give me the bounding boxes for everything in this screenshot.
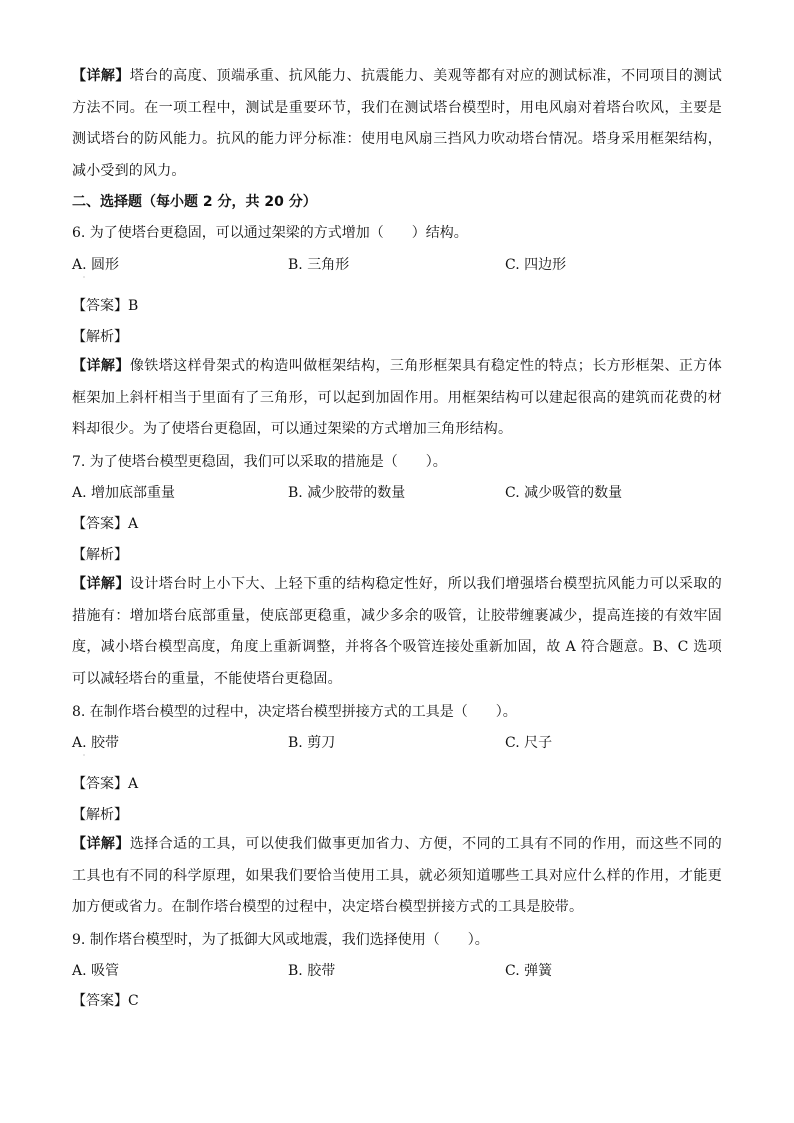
q7-explanation — [72, 569, 722, 695]
stray-mark: ˙ — [82, 276, 86, 285]
q8-option-c: C. 尺子 — [505, 735, 553, 751]
intro-explanation — [72, 61, 722, 187]
q9-option-c: C. 弹簧 — [505, 963, 553, 979]
explanation-text: 选择合适的工具，可以使我们做事更加省力、方便，不同的工具有不同的作用，而这些不同的工具也有不同的科学原理，如果我们要恰当使用工具，就必须知道哪些工具对应什么样的作用，才能更加方便或省力。在制作塔台模型的过程中，决定塔台模型拼接方式的工具是胶带。 — [72, 836, 722, 915]
q6-explanation — [72, 351, 722, 446]
q8-analysis-label: 【解析】 — [72, 807, 128, 823]
q8-explanation — [72, 829, 722, 924]
stray-mark: ˙ — [82, 754, 86, 763]
q8-option-a: A. 胶带 — [72, 735, 120, 751]
q7-answer: 【答案】A — [72, 516, 139, 532]
q7-analysis-label: 【解析】 — [72, 547, 128, 563]
q7-option-a: A. 增加底部重量 — [72, 485, 176, 501]
explanation-tag: 【详解】 — [72, 358, 130, 374]
question-7-stem: 7. 为了使塔台模型更稳固，我们可以采取的措施是（ ）。 — [72, 454, 447, 470]
q7-option-b: B. 减少胶带的数量 — [288, 485, 406, 501]
explanation-text: 像铁塔这样骨架式的构造叫做框架结构，三角形框架具有稳定性的特点；长方形框架、正方体框架加上斜杆相当于里面有了三角形，可以起到加固作用。用框架结构可以建起很高的建筑而花费的材料却很少。为了使塔台更稳固，可以通过架梁的方式增加三角形结构。 — [72, 358, 722, 437]
explanation-tag: 【详解】 — [72, 836, 130, 852]
q7-option-c: C. 减少吸管的数量 — [505, 485, 623, 501]
explanation-text: 设计塔台时上小下大、上轻下重的结构稳定性好，所以我们增强塔台模型抗风能力可以采取的措施有：增加塔台底部重量，使底部更稳重，减少多余的吸管，让胶带缠裹减少，提高连接的有效牢固度，减小塔台模型高度，角度上重新调整，并将各个吸管连接处重新加固，故 A 符合题意。B、C 选项可以减轻塔台的重量，不能使塔台更稳固。 — [72, 576, 722, 687]
explanation-tag: 【详解】 — [72, 576, 130, 592]
explanation-tag: 【详解】 — [72, 68, 130, 84]
q6-option-a: A. 圆形 — [72, 257, 120, 273]
q9-answer: 【答案】C — [72, 993, 139, 1009]
q6-option-b: B. 三角形 — [288, 257, 350, 273]
question-8-stem: 8. 在制作塔台模型的过程中，决定塔台模型拼接方式的工具是（ ）。 — [72, 704, 517, 720]
q8-answer: 【答案】A — [72, 776, 139, 792]
q6-option-c: C. 四边形 — [505, 257, 567, 273]
q6-answer: 【答案】B — [72, 298, 139, 314]
explanation-text: 塔台的高度、顶端承重、抗风能力、抗震能力、美观等都有对应的测试标准，不同项目的测试方法不同。在一项工程中，测试是重要环节，我们在测试塔台模型时，用电风扇对着塔台吹风，主要是测试塔台的防风能力。抗风的能力评分标准：使用电风扇三挡风力吹动塔台情况。塔身采用框架结构，减小受到的风力。 — [72, 68, 722, 179]
question-6-stem: 6. 为了使塔台更稳固，可以通过架梁的方式增加（ ）结构。 — [72, 225, 468, 241]
q8-option-b: B. 剪刀 — [288, 735, 336, 751]
question-9-stem: 9. 制作塔台模型时，为了抵御大风或地震，我们选择使用（ ）。 — [72, 932, 489, 948]
q9-option-b: B. 胶带 — [288, 963, 336, 979]
q6-analysis-label: 【解析】 — [72, 329, 128, 345]
section-heading: 二、选择题（每小题 2 分，共 20 分） — [72, 194, 317, 210]
q9-option-a: A. 吸管 — [72, 963, 120, 979]
